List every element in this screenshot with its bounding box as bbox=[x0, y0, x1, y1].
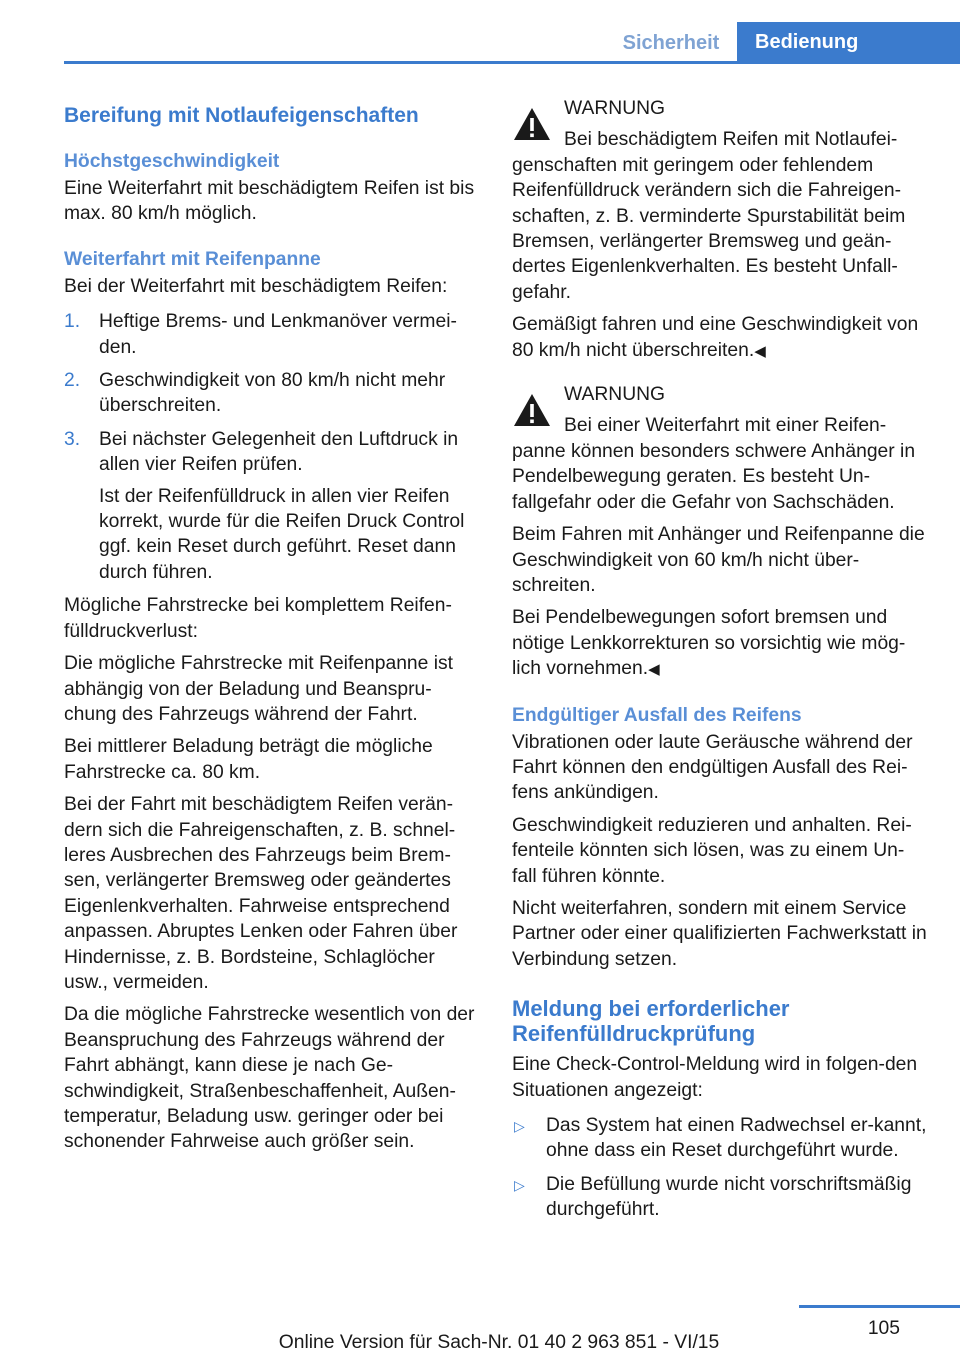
list-item bbox=[64, 427, 478, 585]
warning-text bbox=[512, 312, 928, 364]
list-number: 1. bbox=[64, 311, 81, 333]
paragraph: Da die mögliche Fahrstrecke wesentlich von der Beanspruchung des Fahrzeugs während der Fahrt abhängt, kann diese je nach Ge-schwindigkeit, Straßenbeschaffenheit, Außen-temperatur, Beladung usw. geringer oder bei schonender Fahrweise auch größer sein. bbox=[64, 1004, 475, 1153]
warning-title: WARNUNG bbox=[564, 98, 666, 119]
list-number: 2. bbox=[64, 370, 81, 392]
warning-triangle-icon bbox=[512, 390, 552, 430]
paragraph: Bei mittlerer Beladung beträgt die mögliche Fahrstrecke ca. 80 km. bbox=[64, 736, 433, 783]
list-item-text: Das System hat einen Radwechsel er-kannt, ohne dass ein Reset durchgeführt wurde. bbox=[546, 1115, 927, 1162]
heading-endgueltiger-ausfall: Endgültiger Ausfall des Reifens bbox=[512, 704, 802, 726]
paragraph: Vibrationen oder laute Geräusche während der Fahrt können den endgültigen Ausfall des Rei-fens ankündigen. bbox=[512, 731, 913, 804]
warning-text: Bei einer Weiterfahrt mit einer Reifen-panne können besonders schwere Anhänger in Pendelbewegung geraten. Es besteht Un-fallgefahr oder die Gefahr von Sachschäden. bbox=[512, 415, 916, 513]
warning-text: Bei beschädigtem Reifen mit Notlaufei-genschaften mit geringem oder fehlendem Reifenfülldruck verändern sich die Fahreigen-schaften, z. B. verminderte Spurstabilität beim Bremsen, verlängerter Bremsweg und geän-dertes Eigenlenkverhalten. Es besteht Unfall-gefahr. bbox=[512, 129, 906, 303]
warning-text-content: Bei Pendelbewegungen sofort bremsen und nötige Lenkkorrekturen so vorsichtig wie mög-lich vornehmen. bbox=[512, 607, 906, 680]
left-column bbox=[64, 96, 478, 1162]
end-marker-icon: ◀ bbox=[754, 342, 766, 360]
list-item bbox=[64, 368, 478, 419]
footer-rule bbox=[799, 1305, 960, 1308]
warning-box bbox=[512, 96, 928, 364]
paragraph: Eine Weiterfahrt mit beschädigtem Reifen ist bis max. 80 km/h möglich. bbox=[64, 178, 475, 225]
list-item bbox=[512, 1172, 928, 1223]
bullet-list bbox=[512, 1113, 928, 1223]
section-title: Bereifung mit Notlaufeigenschaften bbox=[64, 104, 419, 127]
triangle-bullet-icon: ▷ bbox=[514, 1118, 525, 1134]
list-item-text: Heftige Brems- und Lenkmanöver vermei-den. bbox=[99, 311, 457, 358]
paragraph: Geschwindigkeit reduzieren und anhalten. Rei-fenteile könnten sich lösen, was zu einem Un-fall führen könnte. bbox=[512, 814, 912, 887]
paragraph: Die mögliche Fahrstrecke mit Reifenpanne ist abhängig von der Beladung und Beanspru-chung des Fahrzeugs während der Fahrt. bbox=[64, 653, 454, 725]
end-marker-icon: ◀ bbox=[648, 661, 660, 679]
list-number: 3. bbox=[64, 428, 81, 450]
heading-weiterfahrt: Weiterfahrt mit Reifenpanne bbox=[64, 248, 321, 270]
warning-text-content: Gemäßigt fahren und eine Geschwindigkeit von 80 km/h nicht überschreiten. bbox=[512, 314, 919, 361]
list-item bbox=[512, 1113, 928, 1164]
paragraph: Bei der Fahrt mit beschädigtem Reifen verän-dern sich die Fahreigenschaften, z. B. schnel-leres Ausbrechen des Fahrzeugs beim Brem-sen, verlängerter Bremsweg oder geändertes Eigenlenkverhalten. Fahrweise entsprechend anpassen. Abruptes Lenken oder Fahren über Hindernisse, z. B. Bordsteine, Schlaglöcher usw., vermeiden. bbox=[64, 794, 458, 993]
heading-meldung: Meldung bei erforderlicher Reifenfülldruckprüfung bbox=[512, 996, 790, 1047]
numbered-list bbox=[64, 309, 478, 585]
paragraph: Bei der Weiterfahrt mit beschädigtem Reifen: bbox=[64, 275, 448, 297]
right-column bbox=[512, 96, 928, 1231]
triangle-bullet-icon: ▷ bbox=[514, 1176, 525, 1193]
heading-hoechstgeschwindigkeit: Höchstgeschwindigkeit bbox=[64, 151, 280, 172]
paragraph: Eine Check-Control-Meldung wird in folgen-den Situationen angezeigt: bbox=[512, 1054, 918, 1101]
warning-triangle-icon bbox=[512, 104, 552, 144]
page-header bbox=[0, 0, 960, 64]
list-item bbox=[64, 309, 478, 360]
tab-bedienung[interactable]: Bedienung bbox=[737, 22, 960, 62]
warning-text: Beim Fahren mit Anhänger und Reifenpanne die Geschwindigkeit von 60 km/h nicht über-schreiten. bbox=[512, 524, 925, 596]
footer-version-text: Online Version für Sach-Nr. 01 40 2 963 851 - VI/15 bbox=[278, 1332, 720, 1353]
warning-title: WARNUNG bbox=[564, 384, 666, 406]
list-item-text: Geschwindigkeit von 80 km/h nicht mehr überschreiten. bbox=[99, 370, 446, 417]
warning-box bbox=[512, 382, 928, 682]
header-rule bbox=[64, 61, 960, 64]
tab-sicherheit[interactable]: Sicherheit bbox=[622, 32, 720, 54]
list-item-text: Bei nächster Gelegenheit den Luftdruck in allen vier Reifen prüfen. bbox=[99, 428, 459, 476]
paragraph: Nicht weiterfahren, sondern mit einem Service Partner oder einer qualifizierten Fachwerkstatt in Verbindung setzen. bbox=[512, 897, 927, 970]
warning-text bbox=[512, 605, 928, 682]
list-item-subtext: Ist der Reifenfülldruck in allen vier Reifen korrekt, wurde für die Reifen Druck Control ggf. kein Reset durch geführt. Reset dann durch führen. bbox=[99, 485, 465, 583]
page-number: 105 bbox=[867, 1318, 900, 1339]
paragraph: Mögliche Fahrstrecke bei komplettem Reifen-fülldruckverlust: bbox=[64, 595, 452, 642]
list-item-text: Die Befüllung wurde nicht vorschriftsmäßig durchgeführt. bbox=[546, 1173, 912, 1221]
